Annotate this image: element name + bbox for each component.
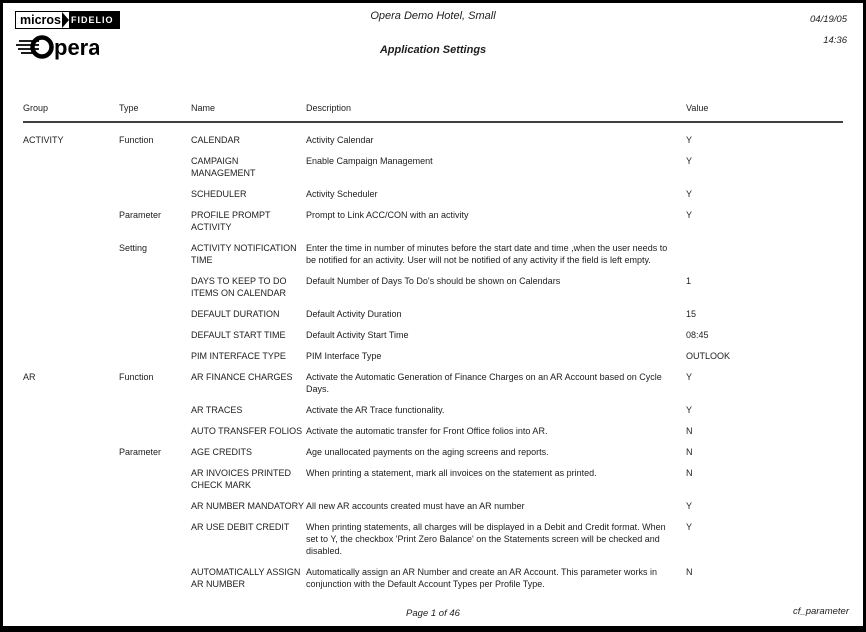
cell-name: PROFILE PROMPT ACTIVITY [191,210,271,232]
fidelio-logo-text: FIDELIO [69,12,119,28]
report-id: cf_parameter [793,606,849,617]
cell-group [23,350,119,362]
report-date: 04/19/05 [810,14,847,25]
cell-group [23,155,119,179]
cell-description: Age unallocated payments on the aging screens and reports. [306,447,549,457]
cell-group [23,521,119,557]
cell-name: AGE CREDITS [191,447,253,457]
opera-logo-text: pera [54,35,99,60]
cell-name: AR USE DEBIT CREDIT [191,522,290,532]
cell-description: Activate the automatic transfer for Front Office folios into AR. [306,426,548,436]
table-row [23,188,843,200]
cell-type: Function [119,372,154,382]
cell-value: Y [686,405,693,415]
table-row [23,134,843,146]
cell-value: N [686,468,693,478]
cell-name: DAYS TO KEEP TO DO ITEMS ON CALENDAR [191,276,287,298]
cell-description: Enter the time in number of minutes before the start date and time ,when the user needs to be notified for an activity. User will not be notified of any activity if the field is left empty. [306,243,668,265]
cell-description: When printing a statement, mark all invoices on the statement as printed. [306,468,597,478]
cell-group [23,446,119,458]
table-row [23,371,843,395]
cell-value: Y [686,210,693,220]
cell-value: Y [686,522,693,532]
report-time: 14:36 [823,35,847,46]
table-row [23,350,843,362]
table-row [23,566,843,590]
cell-name: CAMPAIGN MANAGEMENT [191,156,256,178]
cell-value [686,242,843,266]
cell-type [119,467,191,491]
table-row [23,500,843,512]
cell-group [23,404,119,416]
cell-type: Setting [119,243,148,253]
cell-type [119,329,191,341]
cell-value: 1 [686,276,692,286]
cell-group [23,242,119,266]
column-header-type: Type [119,103,139,113]
cell-type: Parameter [119,210,162,220]
table-body [23,123,843,590]
table-row [23,521,843,557]
cell-name: AUTO TRANSFER FOLIOS [191,426,303,436]
cell-name: AR TRACES [191,405,243,415]
cell-type [119,521,191,557]
cell-description: All new AR accounts created must have an AR number [306,501,525,511]
cell-value: Y [686,135,693,145]
cell-value: Y [686,189,693,199]
cell-description: Activity Calendar [306,135,374,145]
cell-type [119,500,191,512]
cell-value: OUTLOOK [686,351,731,361]
cell-type [119,308,191,320]
column-header-name: Name [191,103,216,113]
page-number: Page 1 of 46 [406,608,460,619]
cell-group [23,329,119,341]
cell-value: Y [686,156,693,166]
cell-value: 15 [686,309,697,319]
table-row [23,209,843,233]
cell-type [119,350,191,362]
cell-type [119,155,191,179]
cell-description: Activate the Automatic Generation of Finance Charges on an AR Account based on Cycle Days. [306,372,662,394]
title-block [3,10,863,56]
table-row [23,467,843,491]
cell-name: AUTOMATICALLY ASSIGN AR NUMBER [191,567,301,589]
settings-table [23,103,843,599]
cell-name: AR FINANCE CHARGES [191,372,293,382]
cell-description: Default Activity Start Time [306,330,409,340]
hotel-title: Opera Demo Hotel, Small [370,10,496,22]
column-header-description: Description [306,103,352,113]
cell-group: ACTIVITY [23,135,64,145]
cell-type: Function [119,135,154,145]
cell-name: AR NUMBER MANDATORY [191,501,305,511]
cell-group: AR [23,372,36,382]
cell-name: DEFAULT DURATION [191,309,280,319]
cell-value: Y [686,372,693,382]
cell-value: N [686,426,693,436]
table-row [23,308,843,320]
cell-type [119,566,191,590]
cell-name: CALENDAR [191,135,241,145]
column-header-group: Group [23,103,49,113]
cell-description: Prompt to Link ACC/CON with an activity [306,210,469,220]
column-header-value: Value [686,103,709,113]
table-header-row [23,103,843,123]
table-row [23,242,843,266]
datetime-block [810,9,847,51]
cell-name: DEFAULT START TIME [191,330,286,340]
cell-description: PIM Interface Type [306,351,382,361]
cell-type [119,425,191,437]
cell-description: When printing statements, all charges will be displayed in a Debit and Credit format. When set to Y, the checkbox 'Print Zero Balance' on the Statements screen will be checked and disabled. [306,522,666,556]
cell-name: ACTIVITY NOTIFICATION TIME [191,243,297,265]
cell-value: N [686,447,693,457]
cell-group [23,566,119,590]
cell-description: Activity Scheduler [306,189,378,199]
cell-type: Parameter [119,447,162,457]
cell-type [119,188,191,200]
cell-name: PIM INTERFACE TYPE [191,351,286,361]
table-row [23,446,843,458]
table-row [23,425,843,437]
cell-description: Enable Campaign Management [306,156,433,166]
cell-name: AR INVOICES PRINTED CHECK MARK [191,468,292,490]
cell-value: N [686,567,693,577]
cell-type [119,404,191,416]
table-row [23,155,843,179]
cell-description: Default Activity Duration [306,309,402,319]
table-row [23,275,843,299]
cell-group [23,500,119,512]
cell-group [23,275,119,299]
micros-logo-text: micros [16,12,62,28]
cell-value: Y [686,501,693,511]
cell-group [23,425,119,437]
cell-description: Default Number of Days To Do's should be shown on Calendars [306,276,561,286]
table-row [23,329,843,341]
cell-group [23,188,119,200]
report-title: Application Settings [379,44,487,56]
cell-name: SCHEDULER [191,189,247,199]
cell-group [23,308,119,320]
cell-group [23,209,119,233]
cell-group [23,467,119,491]
cell-value: 08:45 [686,330,709,340]
cell-description: Activate the AR Trace functionality. [306,405,445,415]
cell-type [119,275,191,299]
table-row [23,404,843,416]
cell-description: Automatically assign an AR Number and create an AR Account. This parameter works in conjunction with the Default Account Types per Profile Type. [306,567,658,589]
